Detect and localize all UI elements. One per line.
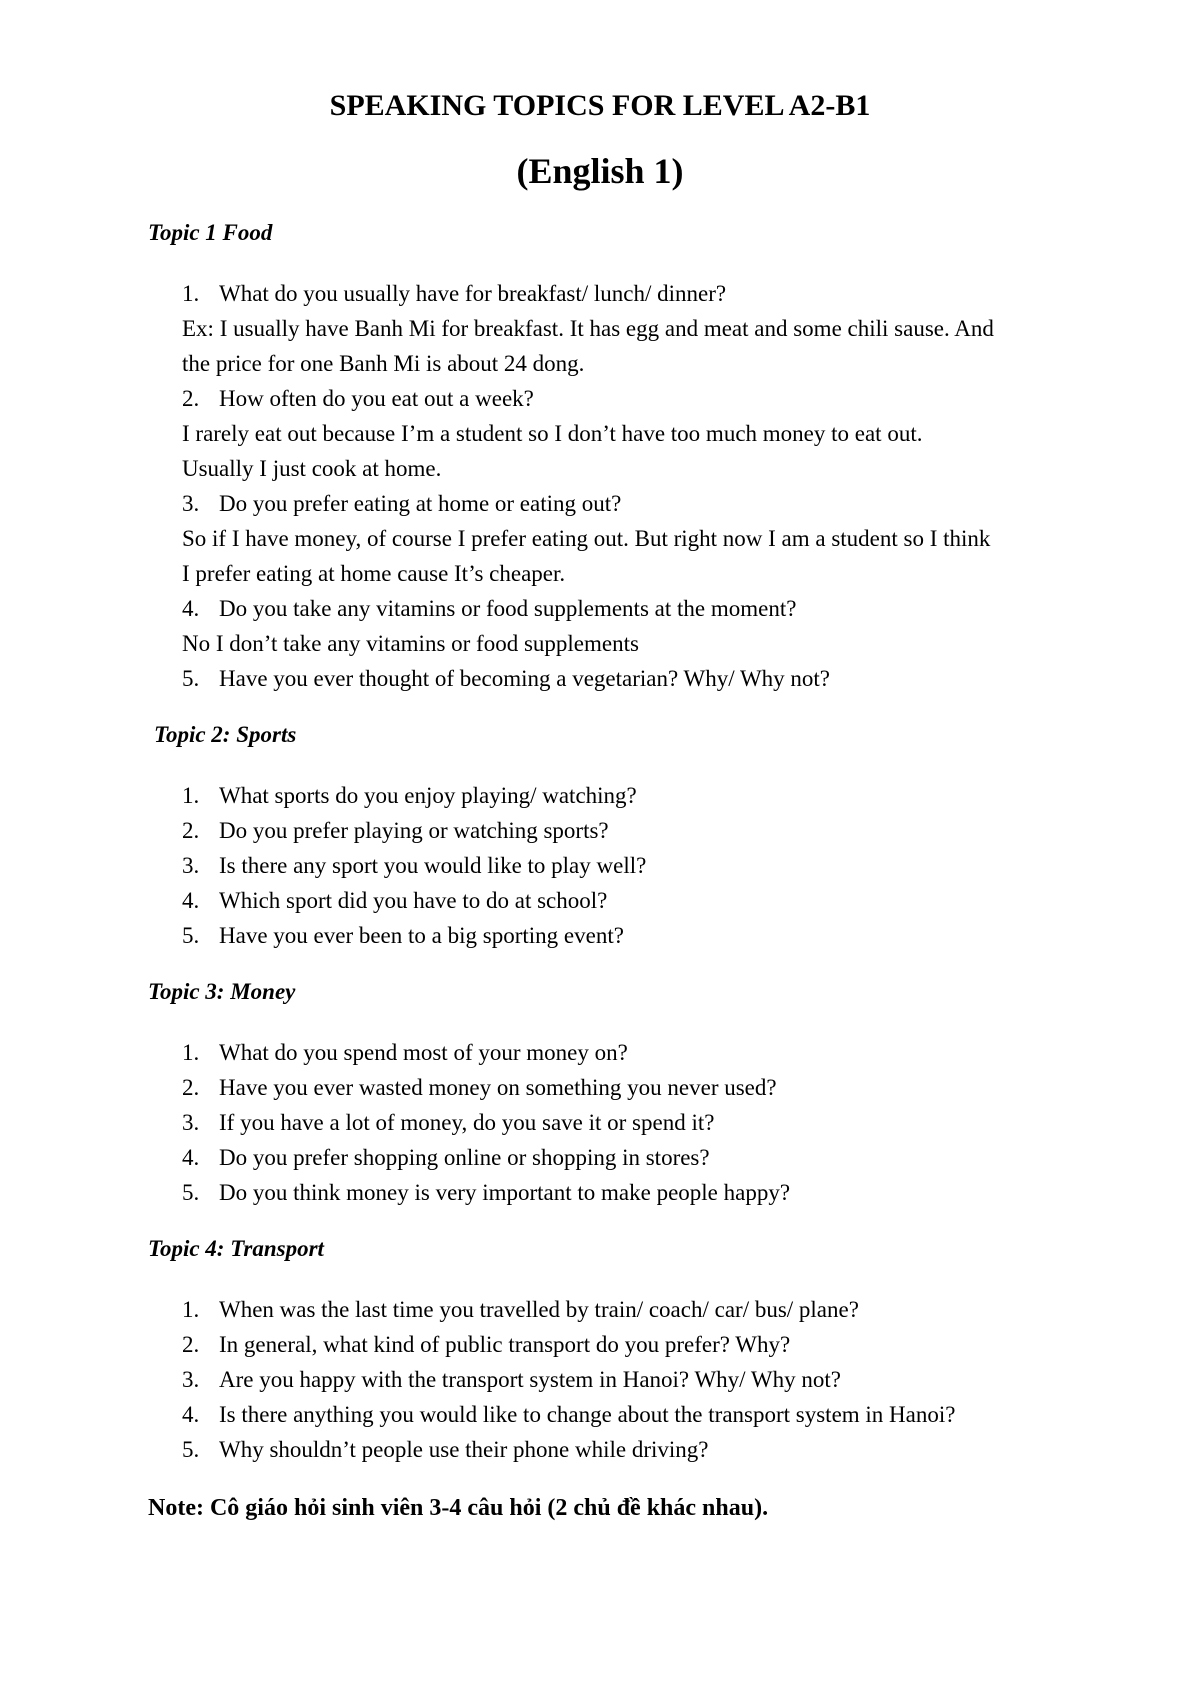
answer-line: No I don’t take any vitamins or food supplements [182,631,639,656]
question-number: 3. [182,1110,200,1135]
question-text: Is there any sport you would like to play well? [219,853,647,878]
topic-section-sports [148,722,1128,953]
question-item [148,848,1128,883]
question-number: 4. [182,596,200,621]
question-text: If you have a lot of money, do you save it or spend it? [219,1110,715,1135]
question-text: Have you ever wasted money on something you never used? [219,1075,777,1100]
document-content [148,220,1128,1523]
question-text: What do you spend most of your money on? [219,1040,628,1065]
question-item [148,591,1128,626]
question-text: What sports do you enjoy playing/ watching? [219,783,637,808]
question-text: When was the last time you travelled by train/ coach/ car/ bus/ plane? [219,1297,859,1322]
question-item [148,1432,1128,1467]
answer-line: Usually I just cook at home. [182,456,442,481]
question-text: What do you usually have for breakfast/ lunch/ dinner? [219,281,727,306]
question-number: 2. [182,818,200,843]
question-text: Which sport did you have to do at school? [219,888,608,913]
question-number: 1. [182,281,200,306]
answer-line: the price for one Banh Mi is about 24 dong. [182,351,585,376]
question-item [148,813,1128,848]
question-item [148,1140,1128,1175]
question-item [148,1327,1128,1362]
question-number: 5. [182,666,200,691]
question-number: 3. [182,491,200,516]
teacher-note: Note: Cô giáo hỏi sinh viên 3-4 câu hỏi (2 chủ đề khác nhau). [148,1495,769,1521]
question-item [148,918,1128,953]
question-text: Have you ever been to a big sporting event? [219,923,624,948]
answer-line: So if I have money, of course I prefer eating out. But right now I am a student so I think [182,526,991,551]
question-number: 1. [182,1040,200,1065]
question-item [148,778,1128,813]
question-number: 5. [182,923,200,948]
question-text: Do you prefer playing or watching sports? [219,818,609,843]
question-number: 2. [182,1075,200,1100]
topic-section-money [148,979,1128,1210]
topic-heading: Topic 1 Food [148,220,273,245]
topic-heading: Topic 3: Money [148,979,296,1004]
question-item [148,276,1128,311]
question-item [148,1397,1128,1432]
question-text: Do you think money is very important to make people happy? [219,1180,791,1205]
question-text: How often do you eat out a week? [219,386,534,411]
question-item [148,661,1128,696]
topic-heading: Topic 4: Transport [148,1236,324,1261]
topic-section-food [148,220,1128,696]
question-number: 4. [182,1145,200,1170]
question-number: 2. [182,1332,200,1357]
question-text: Do you prefer shopping online or shopping in stores? [219,1145,710,1170]
answer-line: I prefer eating at home cause It’s cheaper. [182,561,566,586]
question-number: 2. [182,386,200,411]
question-number: 5. [182,1437,200,1462]
question-item [148,1362,1128,1397]
question-item [148,381,1128,416]
question-text: Do you prefer eating at home or eating out? [219,491,622,516]
question-item [148,486,1128,521]
question-number: 3. [182,1367,200,1392]
question-text: Do you take any vitamins or food supplements at the moment? [219,596,797,621]
document-title: SPEAKING TOPICS FOR LEVEL A2-B1 [329,89,871,122]
question-number: 3. [182,853,200,878]
question-text: Is there anything you would like to change about the transport system in Hanoi? [219,1402,956,1427]
answer-line: Ex: I usually have Banh Mi for breakfast. It has egg and meat and some chili sause. And [182,316,994,341]
question-item [148,1105,1128,1140]
topic-heading: Topic 2: Sports [154,722,297,747]
question-number: 1. [182,1297,200,1322]
document-subtitle: (English 1) [516,151,684,191]
question-text: In general, what kind of public transport do you prefer? Why? [219,1332,791,1357]
question-number: 5. [182,1180,200,1205]
answer-line: I rarely eat out because I’m a student so I don’t have too much money to eat out. [182,421,923,446]
question-item [148,1070,1128,1105]
question-item [148,1175,1128,1210]
topic-section-transport [148,1236,1128,1467]
question-number: 1. [182,783,200,808]
question-item [148,1035,1128,1070]
question-text: Why shouldn’t people use their phone while driving? [219,1437,709,1462]
question-text: Have you ever thought of becoming a vegetarian? Why/ Why not? [219,666,831,691]
question-item [148,1292,1128,1327]
question-text: Are you happy with the transport system in Hanoi? Why/ Why not? [219,1367,841,1392]
question-item [148,883,1128,918]
question-number: 4. [182,1402,200,1427]
question-number: 4. [182,888,200,913]
